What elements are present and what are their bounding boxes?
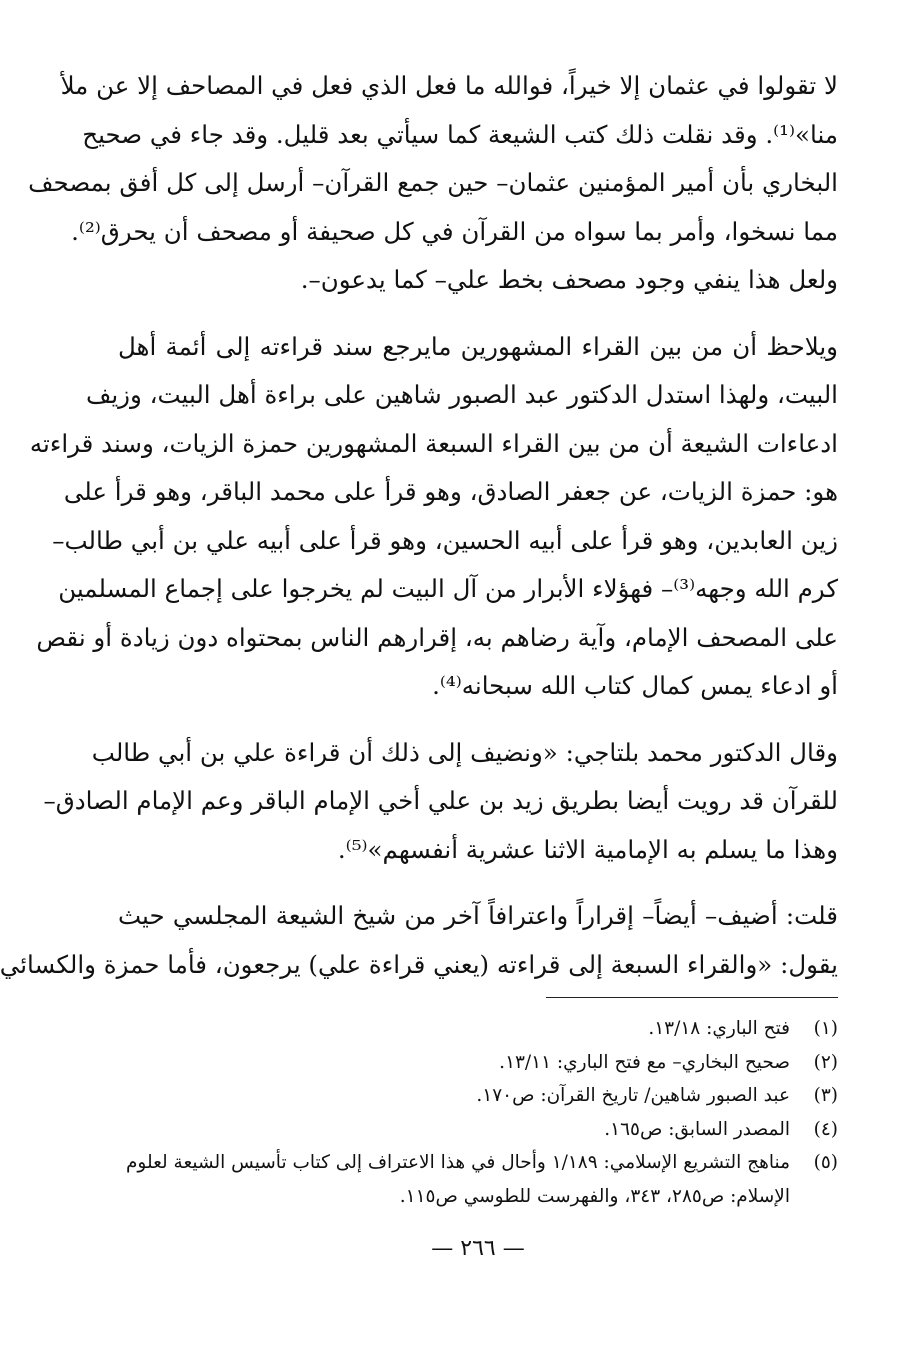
footnote-number: (٥) [813, 1152, 838, 1173]
text-line: على المصحف الإمام، وآية رضاهم به، إقرارهم الناس بمحتواه دون زيادة أو نقص [36, 622, 838, 652]
paragraph-gap [118, 874, 838, 892]
footnote-text [118, 1113, 790, 1147]
paragraph-gap [118, 711, 838, 729]
footnote-number: (١) [813, 1018, 838, 1039]
text-line: كرم الله وجهه⁽³⁾– فهؤلاء الأبرار من آل البيت لم يخرجوا على إجماع المسلمين [58, 574, 838, 603]
paragraph-3 [43, 729, 838, 875]
main-text [0, 62, 838, 989]
footnote-divider [546, 997, 838, 998]
footnote-line: مناهج التشريع الإسلامي: ١/١٨٩ وأحال في هذا الاعتراف إلى كتاب تأسيس الشيعة لعلوم [125, 1152, 790, 1173]
paragraph-gap [118, 305, 838, 323]
text-line: للقرآن قد رويت أيضا بطريق زيد بن علي أخي الإمام الباقر وعم الإمام الصادق– [43, 786, 838, 815]
footnote-3 [118, 1079, 838, 1113]
text-line: البيت، ولهذا استدل الدكتور عبد الصبور شاهين على براءة أهل البيت، وزيف [85, 380, 838, 409]
text-line: قلت: أضيف– أيضاً– إقراراً واعترافاً آخر من شيخ الشيعة المجلسي حيث [118, 901, 838, 930]
footnote-line: المصدر السابق: ص١٦٥. [604, 1118, 790, 1140]
text-line: أو ادعاء يمس كمال كتاب الله سبحانه⁽⁴⁾. [432, 671, 838, 700]
footnote-text [118, 1012, 790, 1046]
footnote-number: (٤) [813, 1118, 838, 1140]
footnote-number: (٢) [813, 1051, 838, 1073]
text-line: يقول: «والقراء السبعة إلى قراءته (يعني قراءة علي) يرجعون، فأما حمزة والكسائي [0, 949, 838, 979]
text-line: ادعاءات الشيعة أن من بين القراء السبعة المشهورين حمزة الزيات، وسند قراءته [29, 428, 838, 458]
paragraph-4 [0, 892, 838, 989]
text-line: ويلاحظ أن من بين القراء المشهورين مايرجع سند قراءته إلى أئمة أهل [118, 331, 838, 361]
footnote-text [118, 1146, 790, 1213]
footnote-2 [118, 1046, 838, 1080]
text-line: وهذا ما يسلم به الإمامية الاثنا عشرية أنفسهم»⁽⁵⁾. [337, 834, 838, 864]
footnotes [118, 1012, 838, 1213]
footnote-line: صحيح البخاري– مع فتح الباري: ١٣/١١. [499, 1051, 790, 1073]
paragraph-2 [29, 323, 838, 711]
footnote-number: (٣) [813, 1085, 838, 1106]
text-line: هو: حمزة الزيات، عن جعفر الصادق، وهو قرأ على محمد الباقر، وهو قرأ على [63, 477, 838, 506]
text-line: ولعل هذا ينفي وجود مصحف بخط علي– كما يدعون–. [300, 265, 838, 294]
footnote-5 [118, 1146, 838, 1213]
footnote-line: الإسلام: ص٢٨٥، ٣٤٣، والفهرست للطوسي ص١١٥. [399, 1185, 790, 1207]
page-number: — ٢٦٦ — [431, 1236, 525, 1261]
text-line: وقال الدكتور محمد بلتاجي: «ونضيف إلى ذلك أن قراءة علي بن أبي طالب [91, 737, 838, 767]
footnote-4 [118, 1113, 838, 1147]
text-line: زين العابدين، وهو قرأ على أبيه الحسين، وهو قرأ على أبيه علي بن أبي طالب– [52, 525, 838, 555]
text-line: منا»⁽¹⁾. وقد نقلت ذلك كتب الشيعة كما سيأتي بعد قليل. وقد جاء في صحيح [82, 119, 838, 149]
paragraph-1 [28, 62, 838, 305]
text-line: البخاري بأن أمير المؤمنين عثمان– حين جمع القرآن– أرسل إلى كل أفق بمصحف [28, 168, 838, 197]
text-line: مما نسخوا، وأمر بما سواه من القرآن في كل صحيفة أو مصحف أن يحرق⁽²⁾. [71, 216, 838, 246]
footnote-line: فتح الباري: ١٣/١٨. [648, 1018, 790, 1039]
footnote-1 [118, 1012, 838, 1046]
footnote-line: عبد الصبور شاهين/ تاريخ القرآن: ص١٧٠. [476, 1085, 790, 1106]
text-line: لا تقولوا في عثمان إلا خيراً، فوالله ما فعل الذي فعل في المصاحف إلا عن ملأ [60, 71, 838, 100]
footnote-text [118, 1046, 790, 1080]
footnote-text [118, 1079, 790, 1113]
